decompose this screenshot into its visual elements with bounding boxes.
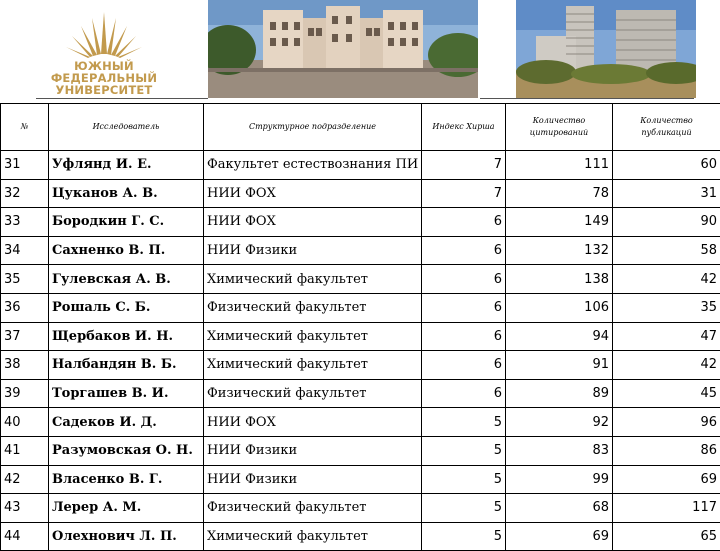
h-index: 6	[422, 322, 506, 351]
row-number: 37	[1, 322, 49, 351]
publications: 69	[613, 465, 720, 494]
citations: 99	[506, 465, 613, 494]
row-number: 44	[1, 522, 49, 551]
table-row	[1, 465, 720, 494]
table-row	[1, 179, 720, 208]
publications: 35	[613, 293, 720, 322]
row-number: 43	[1, 494, 49, 523]
department: НИИ Физики	[204, 236, 422, 265]
h-index: 6	[422, 208, 506, 237]
row-number: 40	[1, 408, 49, 437]
column-header-publications: Количество публикаций	[613, 104, 720, 151]
department: Физический факультет	[204, 379, 422, 408]
h-index: 6	[422, 351, 506, 380]
column-header-h-index: Индекс Хирша	[422, 104, 506, 151]
h-index: 6	[422, 379, 506, 408]
table-row	[1, 208, 720, 237]
researcher-name: Рошаль С. Б.	[49, 293, 204, 322]
department: Факультет естествознания ПИ	[204, 151, 422, 180]
researcher-name: Щербаков И. Н.	[49, 322, 204, 351]
h-index: 6	[422, 265, 506, 294]
row-number: 36	[1, 293, 49, 322]
citations: 68	[506, 494, 613, 523]
researcher-name: Садеков И. Д.	[49, 408, 204, 437]
table-row	[1, 293, 720, 322]
publications: 65	[613, 522, 720, 551]
department: Физический факультет	[204, 293, 422, 322]
researcher-name: Сахненко В. П.	[49, 236, 204, 265]
h-index: 5	[422, 408, 506, 437]
table-row	[1, 408, 720, 437]
citations: 106	[506, 293, 613, 322]
researcher-name: Бородкин Г. С.	[49, 208, 204, 237]
researcher-name: Цуканов А. В.	[49, 179, 204, 208]
researcher-name: Разумовская О. Н.	[49, 436, 204, 465]
row-number: 32	[1, 179, 49, 208]
citations: 132	[506, 236, 613, 265]
publications: 45	[613, 379, 720, 408]
h-index: 5	[422, 465, 506, 494]
row-number: 41	[1, 436, 49, 465]
column-header-department: Структурное подразделение	[204, 104, 422, 151]
citations: 91	[506, 351, 613, 380]
h-index: 6	[422, 293, 506, 322]
department: НИИ Физики	[204, 436, 422, 465]
table-row	[1, 265, 720, 294]
logo-line-2: ФЕДЕРАЛЬНЫЙ	[44, 72, 164, 84]
citations: 92	[506, 408, 613, 437]
publications: 47	[613, 322, 720, 351]
row-number: 31	[1, 151, 49, 180]
researcher-name: Олехнович Л. П.	[49, 522, 204, 551]
publications: 58	[613, 236, 720, 265]
h-index: 5	[422, 436, 506, 465]
researcher-name: Власенко В. Г.	[49, 465, 204, 494]
university-logo	[44, 8, 164, 96]
table-row	[1, 436, 720, 465]
publications: 31	[613, 179, 720, 208]
campus-photo-main-building	[208, 0, 478, 98]
publications: 90	[613, 208, 720, 237]
department: НИИ Физики	[204, 465, 422, 494]
header-divider-right	[480, 98, 694, 99]
campus-photo-tower-block	[516, 0, 696, 98]
citations: 94	[506, 322, 613, 351]
row-number: 42	[1, 465, 49, 494]
department: Химический факультет	[204, 351, 422, 380]
table-row	[1, 322, 720, 351]
citations: 69	[506, 522, 613, 551]
department: НИИ ФОХ	[204, 208, 422, 237]
department: Химический факультет	[204, 265, 422, 294]
department: Физический факультет	[204, 494, 422, 523]
column-header-citations: Количество цитирований	[506, 104, 613, 151]
table-row	[1, 151, 720, 180]
publications: 60	[613, 151, 720, 180]
researchers-table	[0, 103, 720, 551]
citations: 78	[506, 179, 613, 208]
table-row	[1, 522, 720, 551]
department: НИИ ФОХ	[204, 408, 422, 437]
logo-line-1: ЮЖНЫЙ	[44, 60, 164, 72]
researcher-name: Уфлянд И. Е.	[49, 151, 204, 180]
researcher-name: Лерер А. М.	[49, 494, 204, 523]
slide-header	[0, 0, 720, 100]
publications: 42	[613, 351, 720, 380]
row-number: 38	[1, 351, 49, 380]
citations: 83	[506, 436, 613, 465]
row-number: 35	[1, 265, 49, 294]
department: Химический факультет	[204, 322, 422, 351]
table-row	[1, 236, 720, 265]
h-index: 5	[422, 522, 506, 551]
citations: 149	[506, 208, 613, 237]
h-index: 7	[422, 179, 506, 208]
department: НИИ ФОХ	[204, 179, 422, 208]
citations: 89	[506, 379, 613, 408]
publications: 86	[613, 436, 720, 465]
department: Химический факультет	[204, 522, 422, 551]
column-header-researcher: Исследователь	[49, 104, 204, 151]
column-header-number: №	[1, 104, 49, 151]
table-header-row	[1, 104, 720, 151]
table-row	[1, 351, 720, 380]
researcher-name: Гулевская А. В.	[49, 265, 204, 294]
row-number: 33	[1, 208, 49, 237]
sunburst-logo-icon	[44, 8, 164, 58]
h-index: 5	[422, 494, 506, 523]
citations: 138	[506, 265, 613, 294]
publications: 42	[613, 265, 720, 294]
researcher-name: Налбандян В. Б.	[49, 351, 204, 380]
publications: 117	[613, 494, 720, 523]
h-index: 7	[422, 151, 506, 180]
researcher-name: Торгашев В. И.	[49, 379, 204, 408]
row-number: 39	[1, 379, 49, 408]
h-index: 6	[422, 236, 506, 265]
header-divider-left	[36, 98, 208, 99]
logo-line-3: УНИВЕРСИТЕТ	[44, 84, 164, 96]
publications: 96	[613, 408, 720, 437]
row-number: 34	[1, 236, 49, 265]
citations: 111	[506, 151, 613, 180]
table-row	[1, 494, 720, 523]
table-row	[1, 379, 720, 408]
